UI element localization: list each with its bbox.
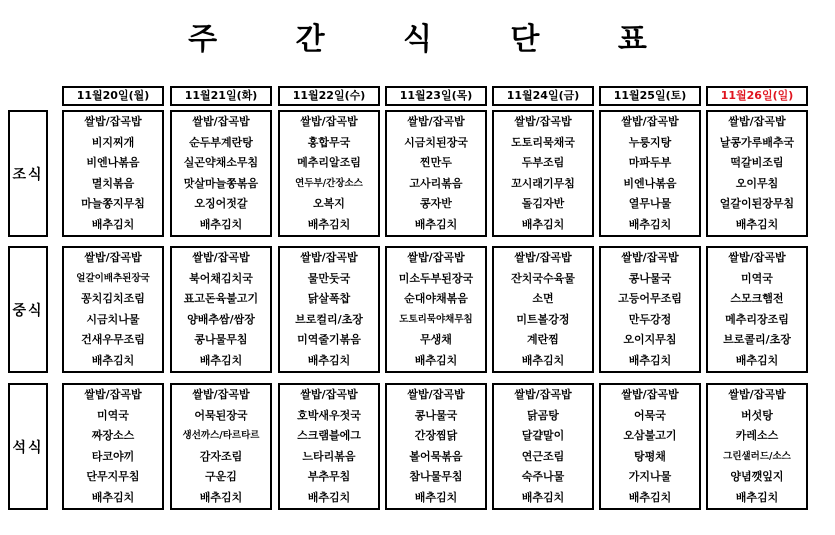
menu-item: 떡갈비조림 xyxy=(730,156,784,169)
menu-item: 쌀밥/잡곡밥 xyxy=(621,115,679,128)
menu-item: 배추김치 xyxy=(91,353,135,367)
lunch-menu-block xyxy=(706,246,808,373)
menu-item: 쌀밥/잡곡밥 xyxy=(300,251,358,264)
dinner-menu-block xyxy=(62,383,164,510)
menu-item: 어묵된장국 xyxy=(194,408,248,422)
menu-item: 쌀밥/잡곡밥 xyxy=(514,115,572,128)
menu-item: 만두강정 xyxy=(628,312,672,326)
menu-item: 오징어젓갈 xyxy=(194,197,248,210)
menu-item: 도토리묵야채무침 xyxy=(399,313,473,325)
menu-item: 짜장소스 xyxy=(91,429,135,442)
day-column xyxy=(170,86,272,504)
menu-item: 연근조림 xyxy=(521,449,565,463)
menu-item: 오이지무침 xyxy=(623,333,677,346)
menu-item: 연두부/간장소스 xyxy=(295,177,363,189)
menu-item: 쌀밥/잡곡밥 xyxy=(407,251,465,264)
menu-item: 콩나물무침 xyxy=(194,333,248,346)
day-header: 11월23일(목) xyxy=(385,86,487,106)
dinner-menu-block xyxy=(385,383,487,510)
menu-item: 비지찌개 xyxy=(91,135,135,149)
menu-item: 미소두부된장국 xyxy=(398,271,474,285)
menu-item: 참나물무침 xyxy=(409,470,463,483)
breakfast-menu-block xyxy=(170,110,272,237)
menu-item: 배추김치 xyxy=(628,353,672,367)
menu-item: 쌀밥/잡곡밥 xyxy=(84,388,142,401)
menu-item: 콩나물국 xyxy=(414,408,458,422)
breakfast-menu-block xyxy=(706,110,808,237)
menu-item: 얼갈이된장무침 xyxy=(719,197,795,210)
menu-item: 스모크햄전 xyxy=(730,292,784,305)
menu-item: 배추김치 xyxy=(199,217,243,231)
menu-item: 배추김치 xyxy=(199,490,243,504)
day-header: 11월22일(수) xyxy=(278,86,380,106)
dinner-menu-block xyxy=(170,383,272,510)
menu-item: 배추김치 xyxy=(521,217,565,231)
menu-item: 오이무침 xyxy=(735,176,779,190)
menu-item: 쌀밥/잡곡밥 xyxy=(192,388,250,401)
meal-label-breakfast: 조식 xyxy=(8,110,48,237)
menu-item: 배추김치 xyxy=(628,217,672,231)
day-header: 11월20일(월) xyxy=(62,86,164,106)
menu-item: 돌김자반 xyxy=(521,197,565,210)
menu-item: 쌀밥/잡곡밥 xyxy=(192,251,250,264)
menu-item: 메추리장조림 xyxy=(725,312,789,326)
menu-item: 소면 xyxy=(532,292,554,305)
menu-item: 고사리볶음 xyxy=(409,176,463,190)
menu-item: 건새우무조림 xyxy=(81,333,145,346)
menu-item: 느타리볶음 xyxy=(302,449,356,463)
menu-item: 쌀밥/잡곡밥 xyxy=(514,251,572,264)
menu-item: 시금치나물 xyxy=(86,312,140,326)
menu-item: 미역줄기볶음 xyxy=(297,333,361,346)
menu-item: 배추김치 xyxy=(307,490,351,504)
menu-item: 배추김치 xyxy=(735,353,779,367)
menu-item: 양념깻잎지 xyxy=(730,470,784,483)
menu-item: 얼갈이배추된장국 xyxy=(76,272,150,284)
menu-item: 부추무침 xyxy=(307,470,351,483)
menu-item: 배추김치 xyxy=(307,353,351,367)
menu-item: 탕평채 xyxy=(634,449,666,463)
menu-item: 멸치볶음 xyxy=(91,176,135,190)
day-header: 11월25일(토) xyxy=(599,86,701,106)
menu-item: 가지나물 xyxy=(628,470,672,483)
menu-item: 맛살마늘쫑볶음 xyxy=(183,176,259,190)
menu-item: 열무나물 xyxy=(628,197,672,210)
menu-item: 찐만두 xyxy=(420,156,452,169)
menu-item: 순두부계란탕 xyxy=(189,135,253,149)
menu-item: 도토리묵채국 xyxy=(511,135,575,149)
menu-item: 쌀밥/잡곡밥 xyxy=(621,388,679,401)
menu-item: 실곤약채소무침 xyxy=(183,156,259,169)
menu-item: 볼어묵볶음 xyxy=(409,449,463,463)
breakfast-menu-block xyxy=(385,110,487,237)
day-column xyxy=(62,86,164,504)
menu-item: 배추김치 xyxy=(307,217,351,231)
menu-item: 쌀밥/잡곡밥 xyxy=(407,115,465,128)
menu-item: 쌀밥/잡곡밥 xyxy=(728,115,786,128)
menu-item: 오복지 xyxy=(313,197,345,210)
menu-item: 간장찜닭 xyxy=(414,429,458,442)
menu-item: 북어채김치국 xyxy=(189,271,253,285)
meal-label-dinner: 석식 xyxy=(8,383,48,510)
menu-item: 그린샐러드/소스 xyxy=(723,450,791,462)
menu-item: 브로컬리/초장 xyxy=(295,312,363,326)
menu-item: 쌀밥/잡곡밥 xyxy=(84,251,142,264)
menu-item: 시금치된장국 xyxy=(404,135,468,149)
menu-item: 쌀밥/잡곡밥 xyxy=(192,115,250,128)
menu-item: 배추김치 xyxy=(414,217,458,231)
day-column xyxy=(385,86,487,504)
menu-item: 닭살폭찹 xyxy=(307,292,351,305)
lunch-menu-block xyxy=(278,246,380,373)
menu-item: 홍합무국 xyxy=(307,135,351,149)
menu-item: 브로콜리/초장 xyxy=(723,333,791,346)
lunch-menu-block xyxy=(385,246,487,373)
dinner-menu-block xyxy=(278,383,380,510)
breakfast-menu-block xyxy=(599,110,701,237)
menu-item: 쌀밥/잡곡밥 xyxy=(728,251,786,264)
menu-item: 표고돈육불고기 xyxy=(183,292,259,305)
menu-item: 누룽지탕 xyxy=(628,135,672,149)
menu-item: 배추김치 xyxy=(91,490,135,504)
menu-item: 감자조림 xyxy=(199,449,243,463)
menu-item: 미역국 xyxy=(741,271,773,285)
menu-item: 꽁치김치조림 xyxy=(81,292,145,305)
menu-item: 오삼불고기 xyxy=(623,429,677,442)
menu-item: 비엔나볶음 xyxy=(86,156,140,169)
dinner-menu-block xyxy=(492,383,594,510)
menu-item: 배추김치 xyxy=(199,353,243,367)
breakfast-menu-block xyxy=(278,110,380,237)
day-header: 11월26일(일) xyxy=(706,86,808,106)
menu-item: 고등어무조림 xyxy=(618,292,682,305)
menu-item: 닭곰탕 xyxy=(527,408,559,422)
menu-item: 스크램블에그 xyxy=(297,429,361,442)
menu-item: 순대야채볶음 xyxy=(404,292,468,305)
menu-item: 배추김치 xyxy=(521,490,565,504)
day-header: 11월24일(금) xyxy=(492,86,594,106)
menu-item: 배추김치 xyxy=(521,353,565,367)
menu-item: 카레소스 xyxy=(735,429,779,442)
menu-item: 쌀밥/잡곡밥 xyxy=(84,115,142,128)
menu-item: 계란찜 xyxy=(527,333,559,346)
lunch-menu-block xyxy=(170,246,272,373)
menu-item: 쌀밥/잡곡밥 xyxy=(300,115,358,128)
menu-item: 무생채 xyxy=(420,333,452,346)
day-column xyxy=(706,86,808,504)
menu-item: 배추김치 xyxy=(628,490,672,504)
menu-item: 마파두부 xyxy=(628,156,672,169)
day-column xyxy=(492,86,594,504)
menu-item: 호박새우젓국 xyxy=(297,408,361,422)
meal-label-lunch: 중식 xyxy=(8,246,48,373)
menu-item: 마늘쫑지무침 xyxy=(81,197,145,210)
menu-item: 타코야끼 xyxy=(91,449,135,463)
menu-item: 쌀밥/잡곡밥 xyxy=(621,251,679,264)
menu-item: 단무지무침 xyxy=(86,470,140,483)
day-column xyxy=(599,86,701,504)
menu-item: 콩자반 xyxy=(420,197,452,210)
menu-item: 쌀밥/잡곡밥 xyxy=(407,388,465,401)
lunch-menu-block xyxy=(599,246,701,373)
menu-item: 배추김치 xyxy=(414,490,458,504)
breakfast-menu-block xyxy=(492,110,594,237)
menu-item: 달걀말이 xyxy=(521,429,565,442)
menu-item: 배추김치 xyxy=(735,490,779,504)
menu-item: 배추김치 xyxy=(91,217,135,231)
page-title: 주 간 식 단 표 xyxy=(188,22,681,57)
dinner-menu-block xyxy=(706,383,808,510)
menu-item: 생선까스/타르타르 xyxy=(182,430,260,441)
menu-item: 물만둣국 xyxy=(307,271,351,285)
breakfast-menu-block xyxy=(62,110,164,237)
menu-item: 구운김 xyxy=(205,470,237,483)
menu-item: 비엔나볶음 xyxy=(623,176,677,190)
menu-item: 배추김치 xyxy=(414,353,458,367)
menu-item: 두부조림 xyxy=(521,156,565,169)
menu-item: 쌀밥/잡곡밥 xyxy=(728,388,786,401)
menu-item: 배추김치 xyxy=(735,217,779,231)
menu-item: 미역국 xyxy=(97,408,129,422)
menu-item: 꼬시래기무침 xyxy=(511,176,575,190)
menu-item: 쌀밥/잡곡밥 xyxy=(514,388,572,401)
menu-item: 미트볼강정 xyxy=(516,312,570,326)
menu-item: 버섯탕 xyxy=(741,408,773,422)
menu-item: 어묵국 xyxy=(634,408,666,422)
day-header: 11월21일(화) xyxy=(170,86,272,106)
menu-item: 잔치국수육물 xyxy=(511,271,575,285)
day-column xyxy=(278,86,380,504)
lunch-menu-block xyxy=(492,246,594,373)
menu-item: 메추리알조림 xyxy=(297,156,361,169)
menu-item: 콩나물국 xyxy=(628,271,672,285)
dinner-menu-block xyxy=(599,383,701,510)
menu-item: 쌀밥/잡곡밥 xyxy=(300,388,358,401)
menu-item: 날콩가루배추국 xyxy=(719,135,795,149)
menu-item: 양배추쌈/쌈장 xyxy=(187,312,255,326)
lunch-menu-block xyxy=(62,246,164,373)
menu-item: 숙주나물 xyxy=(521,470,565,483)
